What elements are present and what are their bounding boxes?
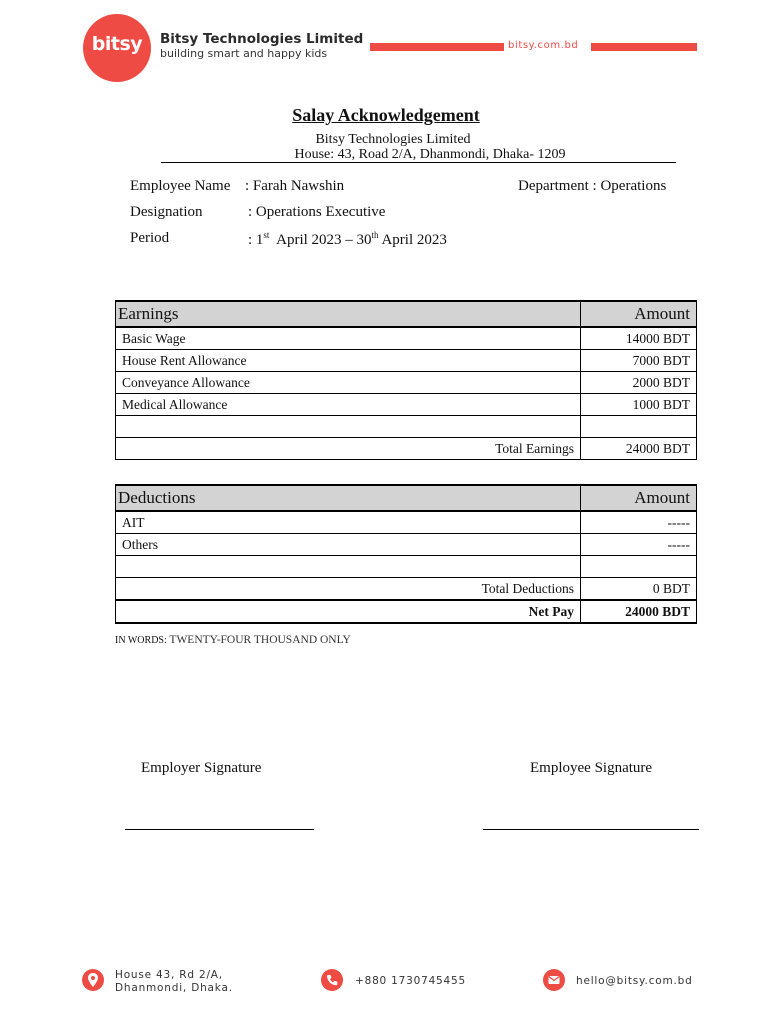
document-title: Salay Acknowledgement [292,105,480,125]
header-website: bitsy.com.bd [508,40,579,51]
deduction-label: Others [116,534,581,556]
header-tagline: building smart and happy kids [160,47,328,60]
earning-label: Medical Allowance [116,394,581,416]
deductions-amount-header: Amount [581,485,697,511]
period-prefix: : 1 [248,232,264,248]
footer-phone[interactable]: +880 1730745455 [355,975,466,987]
employee-name-value: : Farah Nawshin [245,178,345,194]
phone-icon [321,969,343,991]
mail-icon [543,969,565,991]
table-row [116,327,697,350]
earning-amount: 2000 BDT [581,372,697,394]
empty-cell [581,556,697,578]
company-logo [83,14,151,82]
earning-label: Basic Wage [116,327,581,350]
total-earnings-row [116,438,697,460]
period-suffix: April 2023 [378,232,447,248]
footer-address [115,969,233,995]
earning-label: Conveyance Allowance [116,372,581,394]
company-address: House: 43, Road 2/A, Dhanmondi, Dhaka- 1209 [294,147,566,162]
in-words-label: IN WORDS: [115,635,167,646]
header-company-name: Bitsy Technologies Limited [160,31,364,47]
deductions-header: Deductions [116,485,581,511]
total-earnings-label: Total Earnings [116,438,581,460]
employee-signature-label: Employee Signature [530,760,653,776]
deduction-amount: ----- [581,534,697,556]
empty-cell [581,416,697,438]
earnings-header-row [116,301,697,327]
earnings-amount-header: Amount [581,301,697,327]
table-row [116,350,697,372]
department: Department : Operations [518,178,667,194]
empty-cell [116,416,581,438]
deductions-table [115,484,697,624]
location-pin-icon [82,969,104,991]
footer-email[interactable]: hello@bitsy.com.bd [576,975,693,987]
empty-row [116,556,697,578]
employer-signature-line [125,829,314,830]
period-value [248,230,447,249]
title-divider [161,162,676,163]
footer-address-line1: House 43, Rd 2/A, [115,969,223,981]
employee-signature-line [483,829,699,830]
period-mid: April 2023 – 30 [269,232,372,248]
empty-row [116,416,697,438]
table-row [116,511,697,534]
period-label: Period [130,230,170,246]
company-name: Bitsy Technologies Limited [315,132,471,147]
designation-label: Designation [130,204,203,220]
total-deductions-row [116,578,697,601]
total-deductions-amount: 0 BDT [581,578,697,601]
header-accent-bar-left [370,43,504,51]
table-row [116,394,697,416]
in-words-value: TWENTY-FOUR THOUSAND ONLY [166,634,351,646]
deduction-amount: ----- [581,511,697,534]
table-row [116,372,697,394]
earnings-table [115,300,697,460]
earnings-header: Earnings [116,301,581,327]
total-deductions-label: Total Deductions [116,578,581,601]
header-accent-bar-right [591,43,697,51]
employee-name-label: Employee Name [130,178,231,194]
designation-value: : Operations Executive [248,204,386,220]
net-pay-label: Net Pay [116,600,581,623]
footer-address-line2: Dhanmondi, Dhaka. [115,982,233,994]
amount-in-words [115,634,351,646]
employer-signature-label: Employer Signature [141,760,262,776]
deductions-header-row [116,485,697,511]
empty-cell [116,556,581,578]
earning-label: House Rent Allowance [116,350,581,372]
net-pay-amount: 24000 BDT [581,600,697,623]
total-earnings-amount: 24000 BDT [581,438,697,460]
logo-text: bitsy [91,33,143,55]
period-sup-end: th [371,230,379,240]
table-row [116,534,697,556]
earning-amount: 1000 BDT [581,394,697,416]
earning-amount: 14000 BDT [581,327,697,350]
period-sup-start: st [263,230,270,240]
net-pay-row [116,600,697,623]
deduction-label: AIT [116,511,581,534]
earning-amount: 7000 BDT [581,350,697,372]
